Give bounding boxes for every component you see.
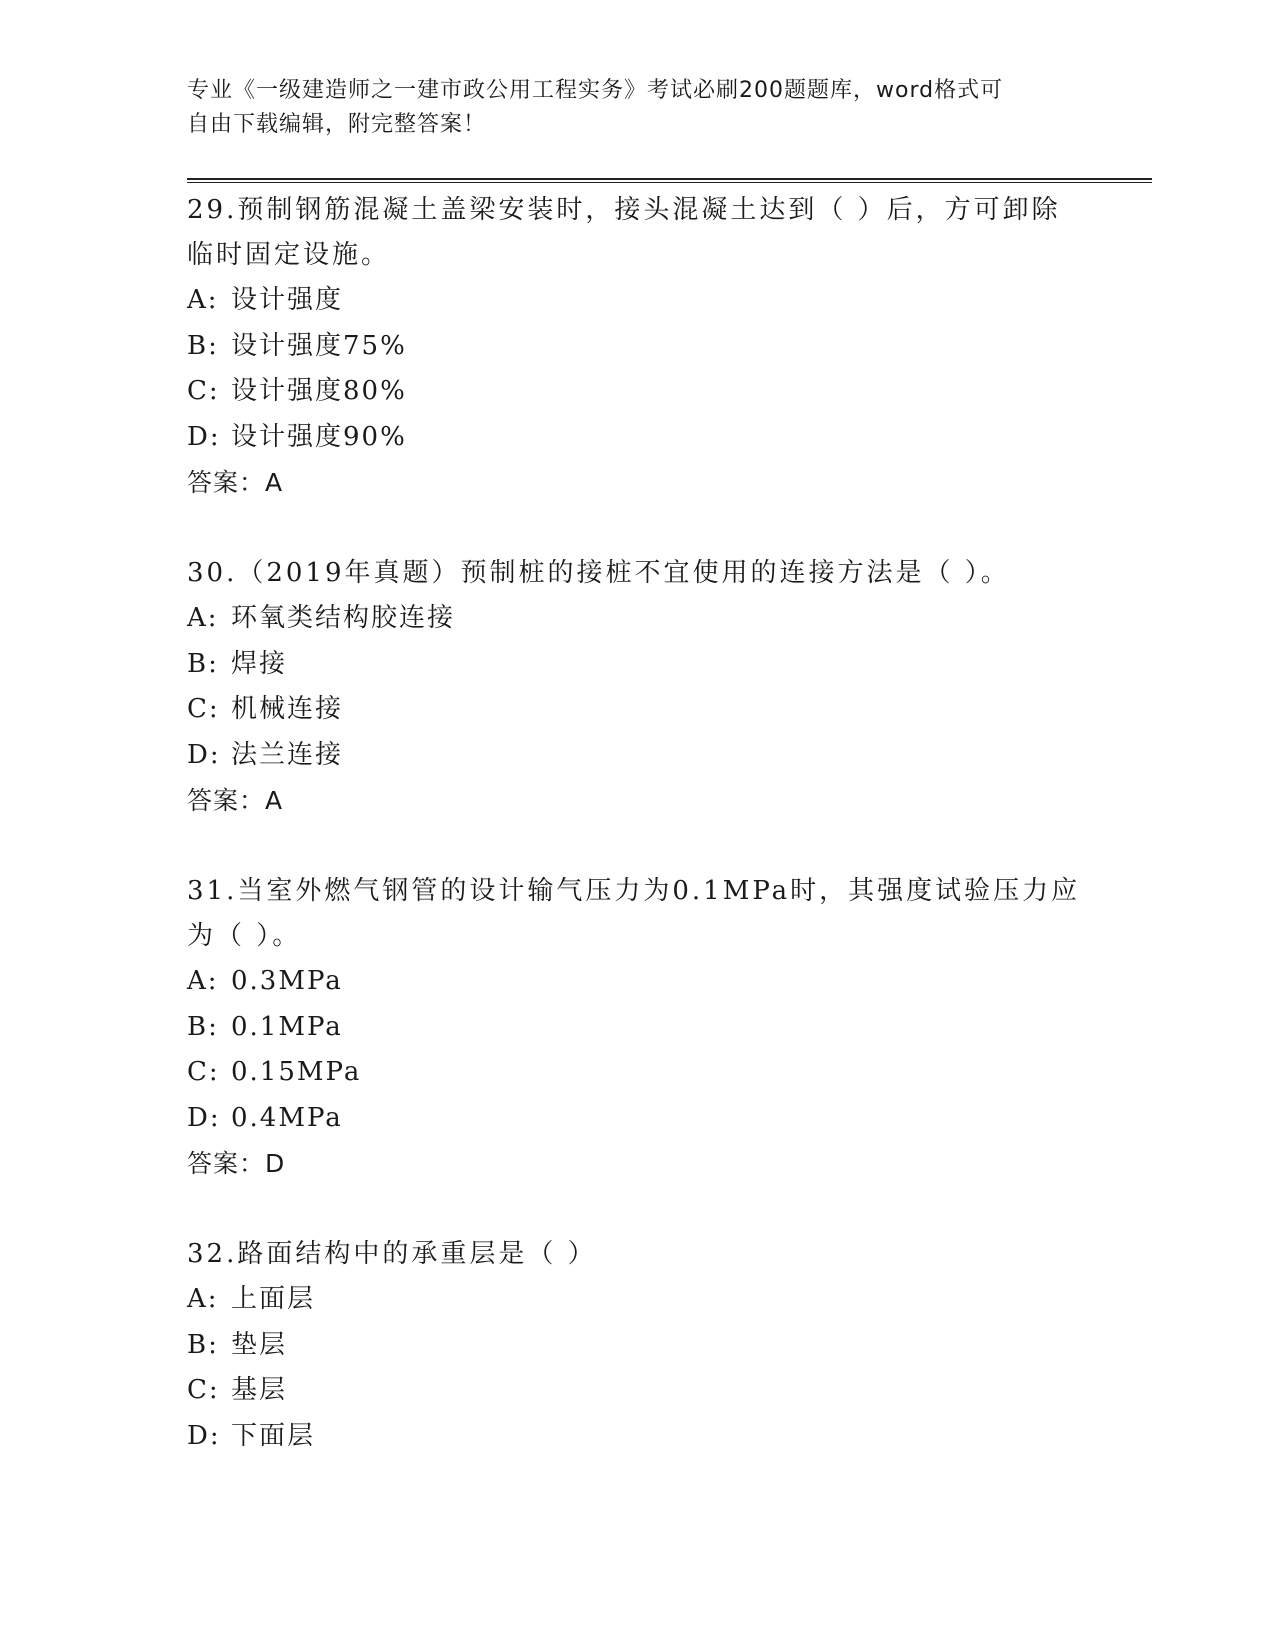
option-text: 设计强度90% <box>231 421 407 452</box>
option-text: 0.15MPa <box>231 1057 362 1087</box>
option-text: 设计强度75% <box>231 330 407 361</box>
option-d <box>187 415 1087 461</box>
option-text: 0.4MPa <box>231 1102 343 1133</box>
option-text: 下面层 <box>231 1420 316 1451</box>
answer-line: 答案：A <box>187 786 284 815</box>
option-text: 设计强度 <box>231 285 344 315</box>
option-a <box>187 1277 1087 1323</box>
option-letter: A: <box>187 966 219 996</box>
option-letter: B: <box>187 330 219 361</box>
option-letter: D: <box>187 739 221 770</box>
option-letter: A: <box>187 285 219 315</box>
option-text: 机械连接 <box>231 694 344 724</box>
option-c <box>187 1368 1087 1414</box>
header-line-1: 专业《一级建造师之一建市政公用工程实务》考试必刷200题题库，word格式可 <box>187 78 1004 103</box>
option-text: 环氧类结构胶连接 <box>231 603 456 633</box>
option-a <box>187 278 1087 324</box>
header-line-2: 自由下载编辑，附完整答案！ <box>187 112 487 137</box>
option-letter: A: <box>187 1284 219 1314</box>
option-letter: C: <box>187 1375 220 1405</box>
question-stem: 32.路面结构中的承重层是（ ） <box>187 1239 597 1269</box>
option-a <box>187 596 1087 642</box>
option-letter: B: <box>187 648 219 679</box>
option-letter: C: <box>187 376 220 406</box>
option-d <box>187 1096 1087 1142</box>
option-letter: B: <box>187 1011 219 1042</box>
option-c <box>187 687 1087 733</box>
option-letter: C: <box>187 694 220 724</box>
option-text: 0.1MPa <box>231 1011 343 1042</box>
option-letter: D: <box>187 1420 221 1451</box>
option-text: 上面层 <box>231 1284 316 1314</box>
option-text: 垫层 <box>231 1329 288 1360</box>
question-30 <box>187 551 1087 823</box>
option-d <box>187 1414 1087 1460</box>
question-stem: 29.预制钢筋混凝土盖梁安装时，接头混凝土达到（ ）后，方可卸除临时固定设施。 <box>187 195 1061 270</box>
document-header <box>187 74 1087 142</box>
option-text: 设计强度80% <box>231 376 407 406</box>
option-letter: C: <box>187 1057 220 1087</box>
option-c <box>187 1050 1087 1096</box>
option-text: 法兰连接 <box>231 739 344 770</box>
option-b <box>187 642 1087 688</box>
answer-line: 答案：A <box>187 468 284 497</box>
option-b <box>187 324 1087 370</box>
question-list <box>187 188 1087 1505</box>
question-stem: 30.（2019年真题）预制桩的接桩不宜使用的连接方法是（ ）。 <box>187 558 1010 588</box>
question-32 <box>187 1232 1087 1459</box>
option-letter: D: <box>187 1102 221 1133</box>
option-c <box>187 369 1087 415</box>
option-b <box>187 1323 1087 1369</box>
option-text: 0.3MPa <box>231 966 343 996</box>
option-a <box>187 959 1087 1005</box>
option-d <box>187 733 1087 779</box>
question-29 <box>187 188 1087 505</box>
option-letter: D: <box>187 421 221 452</box>
option-text: 焊接 <box>231 648 288 679</box>
option-letter: A: <box>187 603 219 633</box>
option-b <box>187 1005 1087 1051</box>
question-stem: 31.当室外燃气钢管的设计输气压力为0.1MPa时，其强度试验压力应为（ ）。 <box>187 876 1081 951</box>
option-letter: B: <box>187 1329 219 1360</box>
option-text: 基层 <box>231 1375 288 1405</box>
question-31 <box>187 869 1087 1186</box>
header-divider <box>187 178 1152 183</box>
answer-line: 答案：D <box>187 1149 286 1178</box>
